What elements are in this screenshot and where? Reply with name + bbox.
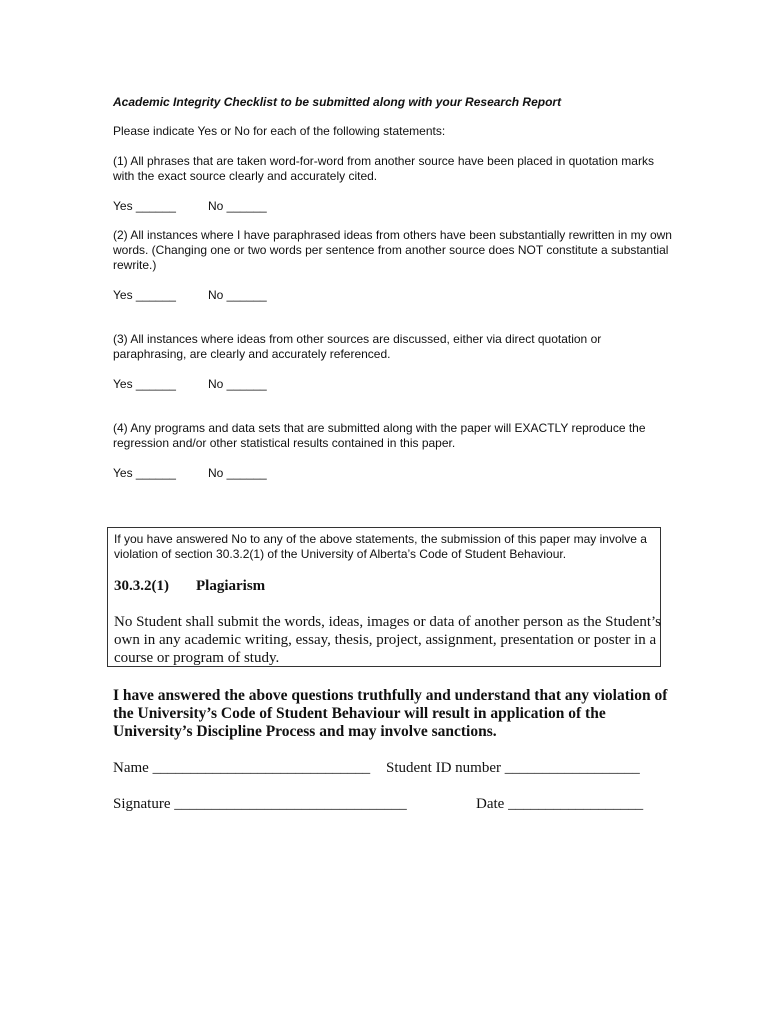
notice-text: If you have answered No to any of the above statements, the submission of this paper may involve a violation of section 30.3.2(1) of the University of Alberta’s Code of Student Behaviour.	[114, 532, 647, 561]
checklist-title: Academic Integrity Checklist to be submitted along with your Research Report	[113, 95, 562, 109]
signature-field[interactable]: Signature _______________________________	[113, 796, 407, 812]
student-id-field[interactable]: Student ID number __________________	[386, 760, 640, 776]
answer-row-1	[113, 199, 267, 214]
answer-row-4	[113, 466, 267, 481]
statement-3: (3) All instances where ideas from other sources are discussed, either via direct quotation or paraphrasing, are clearly and accurately referenced.	[113, 332, 602, 361]
name-field[interactable]: Name _____________________________	[113, 760, 371, 776]
statement-1: (1) All phrases that are taken word-for-word from another source have been placed in quotation marks with the exact source clearly and accurately cited.	[113, 154, 654, 183]
answer-row-3	[113, 377, 267, 392]
no-blank-3[interactable]: No ______	[208, 377, 267, 391]
date-field[interactable]: Date __________________	[476, 796, 644, 812]
section-text: No Student shall submit the words, ideas, images or data of another person as the Student’s own in any academic writing, essay, thesis, project, assignment, presentation or poster in a course or program of study.	[114, 614, 661, 666]
statement-4: (4) Any programs and data sets that are submitted along with the paper will EXACTLY reproduce the regression and/or other statistical results contained in this paper.	[113, 421, 646, 450]
answer-row-2	[113, 288, 267, 303]
notice-box	[107, 527, 661, 667]
yes-blank-2[interactable]: Yes ______	[113, 288, 176, 302]
no-blank-2[interactable]: No ______	[208, 288, 267, 302]
statement-2: (2) All instances where I have paraphrased ideas from others have been substantially rewritten in my own words. (Changing one or two words per sentence from another source does NOT constitute a substantial rewrite.)	[113, 228, 672, 272]
no-blank-1[interactable]: No ______	[208, 199, 267, 213]
section-number: 30.3.2(1)	[114, 578, 169, 594]
yes-blank-1[interactable]: Yes ______	[113, 199, 176, 213]
section-title: Plagiarism	[196, 578, 266, 594]
yes-blank-4[interactable]: Yes ______	[113, 466, 176, 480]
attestation-statement: I have answered the above questions truthfully and understand that any violation of the University’s Code of Student Behaviour will result in application of the University’s Discipline Process and may involve sanctions.	[113, 687, 668, 740]
yes-blank-3[interactable]: Yes ______	[113, 377, 176, 391]
no-blank-4[interactable]: No ______	[208, 466, 267, 480]
checklist-intro: Please indicate Yes or No for each of the following statements:	[113, 124, 446, 138]
